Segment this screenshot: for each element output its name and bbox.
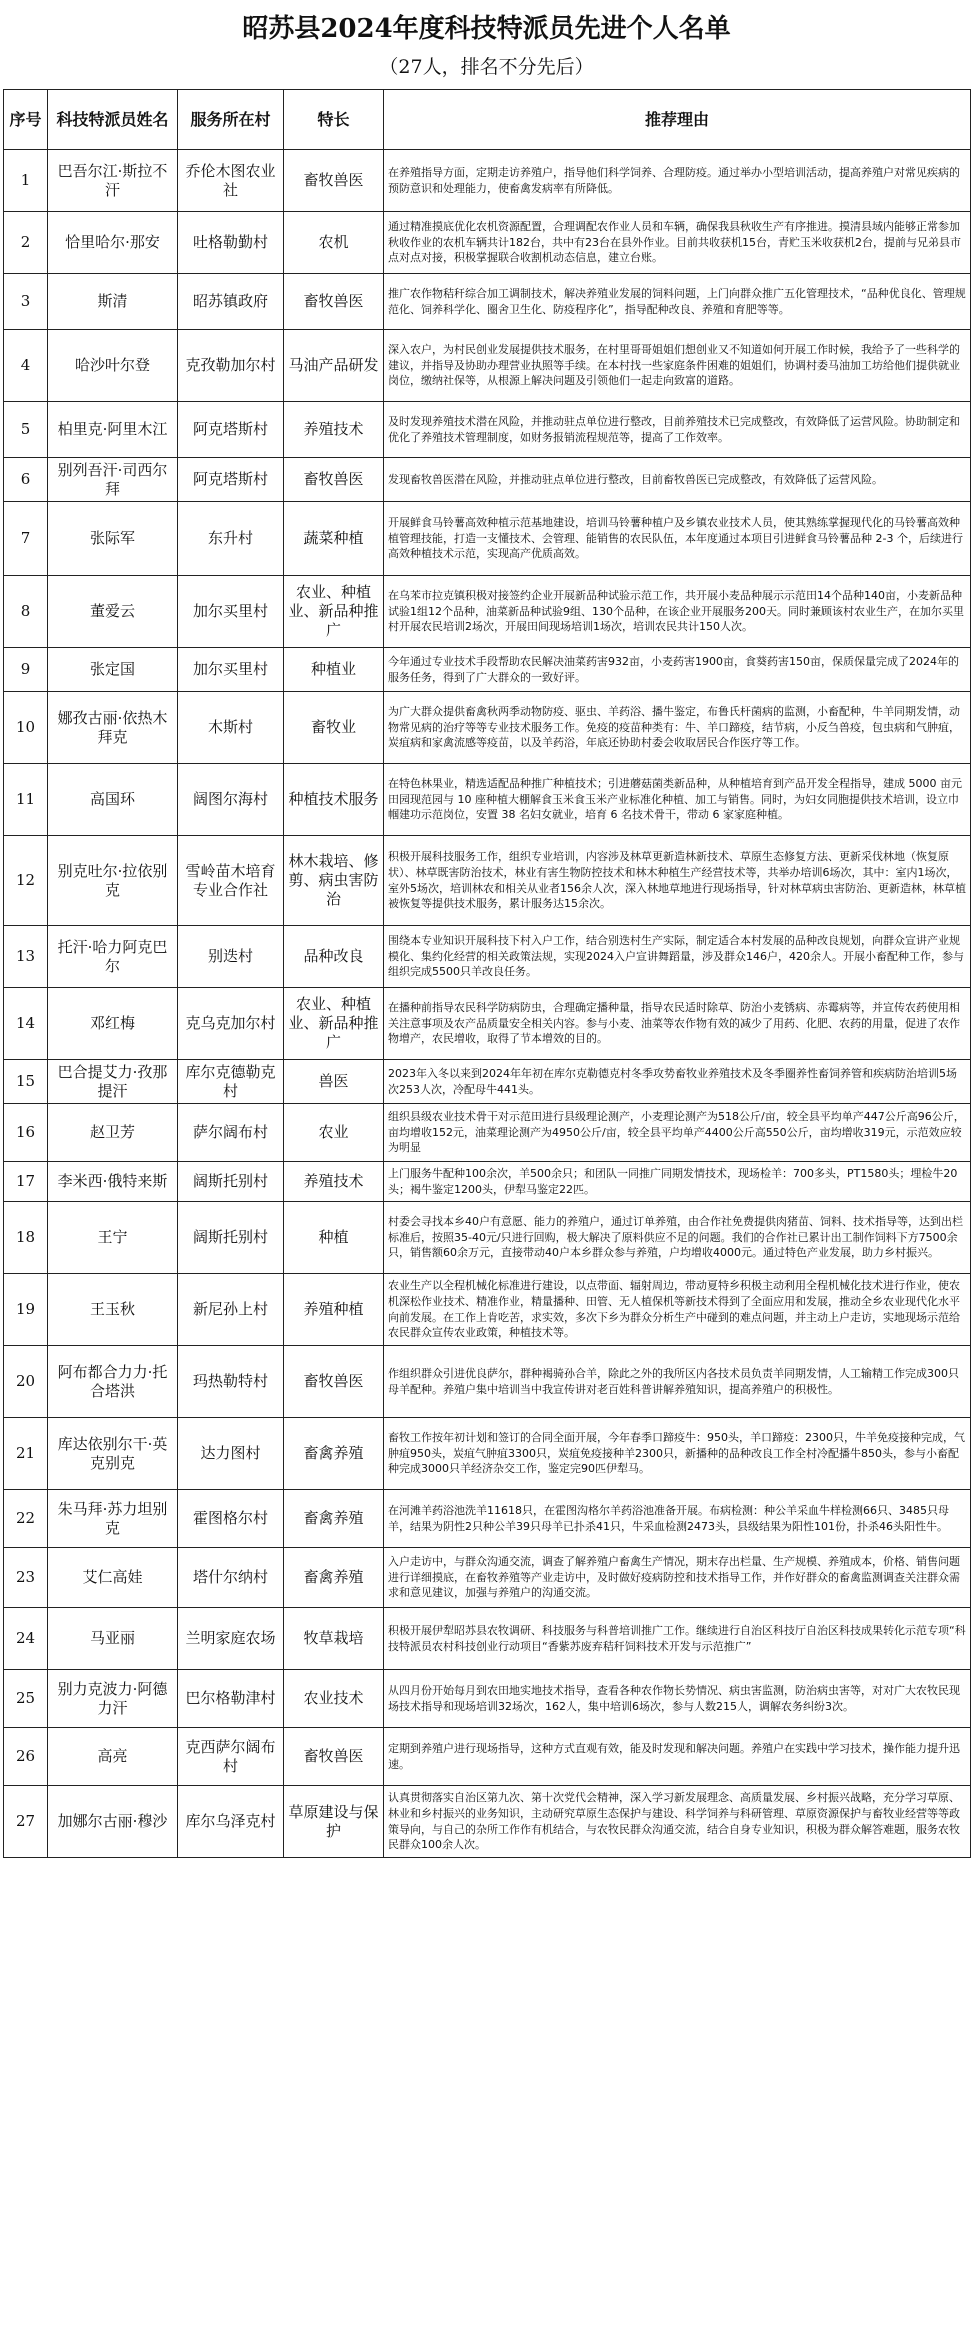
specialist-name: 别克吐尔·拉依别克 bbox=[48, 836, 178, 926]
specialist-name: 巴吾尔江·斯拉不汗 bbox=[48, 150, 178, 212]
table-row bbox=[4, 458, 971, 502]
specialty: 养殖技术 bbox=[284, 1162, 384, 1202]
specialty: 畜牧兽医 bbox=[284, 274, 384, 330]
row-number: 20 bbox=[4, 1346, 48, 1418]
service-village: 库尔克德勒克村 bbox=[178, 1060, 284, 1104]
table-row bbox=[4, 836, 971, 926]
specialist-name: 张定国 bbox=[48, 648, 178, 692]
row-number: 10 bbox=[4, 692, 48, 764]
recommendation-reason: 积极开展伊犁昭苏县农牧调研、科技服务与科普培训推广工作。继续进行自治区科技厅自治区科技成果转化示范专项“科技特派员农村科技创业行动项目“香紫苏废弃秸秆饲料技术开发与示范推广” bbox=[384, 1608, 971, 1670]
service-village: 萨尔阔布村 bbox=[178, 1104, 284, 1162]
specialty: 农机 bbox=[284, 212, 384, 274]
specialty: 畜牧兽医 bbox=[284, 150, 384, 212]
table-row bbox=[4, 1202, 971, 1274]
row-number: 13 bbox=[4, 926, 48, 988]
specialty: 畜牧业 bbox=[284, 692, 384, 764]
specialty: 蔬菜种植 bbox=[284, 502, 384, 576]
service-village: 东升村 bbox=[178, 502, 284, 576]
specialist-name: 别列吾汗·司西尔拜 bbox=[48, 458, 178, 502]
table-row bbox=[4, 1490, 971, 1548]
specialist-name: 王宁 bbox=[48, 1202, 178, 1274]
service-village: 克西萨尔阔布村 bbox=[178, 1728, 284, 1786]
table-row bbox=[4, 926, 971, 988]
row-number: 11 bbox=[4, 764, 48, 836]
specialist-name: 托汗·哈力阿克巴尔 bbox=[48, 926, 178, 988]
row-number: 9 bbox=[4, 648, 48, 692]
specialist-name: 哈沙叶尔登 bbox=[48, 330, 178, 402]
row-number: 24 bbox=[4, 1608, 48, 1670]
table-row bbox=[4, 212, 971, 274]
table-row bbox=[4, 150, 971, 212]
recommendation-reason: 深入农户，为村民创业发展提供技术服务，在村里哥哥姐姐们想创业又不知道如何开展工作时候，我给予了一些科学的建议，并指导及协助办理营业执照等手续。在本村找一些家庭条件困难的姐姐们，协调村委马油加工坊给他们提供就业岗位，缴纳社保等，从根源上解决问题及引领他们一起走向致富的道路。 bbox=[384, 330, 971, 402]
table-body bbox=[4, 150, 971, 1858]
recommendation-reason: 在养殖指导方面，定期走访养殖户，指导他们科学饲养、合理防疫。通过举办小型培训活动，提高养殖户对常见疾病的预防意识和处理能力，使畜禽发病率有所降低。 bbox=[384, 150, 971, 212]
table-row bbox=[4, 692, 971, 764]
recommendation-reason: 在河滩羊药浴池洗羊11618只，在霍图沟格尔羊药浴池准备开展。布病检测：种公羊采血牛样检测66只、3485只母羊，结果为阴性2只种公羊39只母羊已扑杀41只，牛采血检测2473头，县级结果为阳性101份，扑杀46头阳性牛。 bbox=[384, 1490, 971, 1548]
specialty: 农业、种植业、新品种推广 bbox=[284, 988, 384, 1060]
specialist-name: 柏里克·阿里木江 bbox=[48, 402, 178, 458]
row-number: 15 bbox=[4, 1060, 48, 1104]
recommendation-reason: 组织县级农业技术骨干对示范田进行县级理论测产，小麦理论测产为518公斤/亩，较全县平均单产447公斤高96公斤，亩均增收152元，油菜理论测产为4950公斤/亩，较全县平均单产4400公斤高550公斤，亩均增收319元，示范效应较为明显 bbox=[384, 1104, 971, 1162]
service-village: 兰明家庭农场 bbox=[178, 1608, 284, 1670]
specialty: 畜牧兽医 bbox=[284, 458, 384, 502]
recommendation-reason: 发现畜牧兽医潜在风险，并推动驻点单位进行整改，目前畜牧兽医已完成整改，有效降低了运营风险。 bbox=[384, 458, 971, 502]
recommendation-reason: 上门服务牛配种100余次，羊500余只；和团队一同推广同期发情技术，现场检羊：700多头，PT1580头；埋检牛20头；褐牛鉴定1200头，伊犁马鉴定22匹。 bbox=[384, 1162, 971, 1202]
row-number: 26 bbox=[4, 1728, 48, 1786]
row-number: 6 bbox=[4, 458, 48, 502]
table-row bbox=[4, 1418, 971, 1490]
table-row bbox=[4, 1060, 971, 1104]
service-village: 克孜勒加尔村 bbox=[178, 330, 284, 402]
specialty: 兽医 bbox=[284, 1060, 384, 1104]
row-number: 16 bbox=[4, 1104, 48, 1162]
row-number: 8 bbox=[4, 576, 48, 648]
row-number: 18 bbox=[4, 1202, 48, 1274]
recommendation-reason: 及时发现养殖技术潜在风险，并推动驻点单位进行整改，目前养殖技术已完成整改，有效降低了运营风险。协助制定和优化了养殖技术管理制度，如财务报销流程规范等，提高了工作效率。 bbox=[384, 402, 971, 458]
recommendation-reason: 畜牧工作按年初计划和签订的合同全面开展，今年春季口蹄疫牛：950头，羊口蹄疫：2300只，牛羊免疫接种完成，气肿疽950头，炭疽气肿疽3300只，炭疽免疫接种羊2300只，新播种的品种改良工作全村冷配播牛850头，参与小畜配种完成3000只羊经济杂交工作，鉴定完90匹伊犁马。 bbox=[384, 1418, 971, 1490]
document-title: 昭苏县2024年度科技特派员先进个人名单 bbox=[242, 13, 731, 44]
specialist-name: 娜孜古丽·依热木拜克 bbox=[48, 692, 178, 764]
service-village: 乔伦木图农业社 bbox=[178, 150, 284, 212]
specialty: 畜禽养殖 bbox=[284, 1490, 384, 1548]
document-subtitle: （27人，排名不分先后） bbox=[379, 56, 594, 78]
specialty: 种植业 bbox=[284, 648, 384, 692]
service-village: 新尼孙上村 bbox=[178, 1274, 284, 1346]
specialty: 农业 bbox=[284, 1104, 384, 1162]
specialist-name: 艾仁高娃 bbox=[48, 1548, 178, 1608]
specialty: 品种改良 bbox=[284, 926, 384, 988]
table-row bbox=[4, 330, 971, 402]
table-row bbox=[4, 1670, 971, 1728]
service-village: 塔什尔纳村 bbox=[178, 1548, 284, 1608]
specialty: 农业技术 bbox=[284, 1670, 384, 1728]
service-village: 吐格勒勤村 bbox=[178, 212, 284, 274]
col-header-reason: 推荐理由 bbox=[384, 90, 971, 150]
award-table bbox=[3, 89, 971, 1858]
row-number: 22 bbox=[4, 1490, 48, 1548]
service-village: 加尔买里村 bbox=[178, 576, 284, 648]
specialty: 畜禽养殖 bbox=[284, 1548, 384, 1608]
specialist-name: 高亮 bbox=[48, 1728, 178, 1786]
specialty: 畜牧兽医 bbox=[284, 1728, 384, 1786]
col-header-no: 序号 bbox=[4, 90, 48, 150]
specialist-name: 李米西·俄特来斯 bbox=[48, 1162, 178, 1202]
row-number: 7 bbox=[4, 502, 48, 576]
specialist-name: 库达依别尔干·英克别克 bbox=[48, 1418, 178, 1490]
service-village: 加尔买里村 bbox=[178, 648, 284, 692]
table-row bbox=[4, 576, 971, 648]
recommendation-reason: 推广农作物秸秆综合加工调制技术，解决养殖业发展的饲料问题，上门向群众推广五化管理技术，“品种优良化、管理规范化、饲养科学化、圈舍卫生化、防疫程序化”，指导配种改良、养殖和育肥等等。 bbox=[384, 274, 971, 330]
col-header-specialty: 特长 bbox=[284, 90, 384, 150]
specialty: 种植技术服务 bbox=[284, 764, 384, 836]
specialist-name: 恰里哈尔·那安 bbox=[48, 212, 178, 274]
specialist-name: 阿布都合力力·托合塔洪 bbox=[48, 1346, 178, 1418]
table-row bbox=[4, 988, 971, 1060]
service-village: 阔图尔海村 bbox=[178, 764, 284, 836]
table-row bbox=[4, 402, 971, 458]
recommendation-reason: 围绕本专业知识开展科技下村入户工作，结合别迭村生产实际，制定适合本村发展的品种改良规划，向群众宣讲产业规模化、集约化经营的相关政策法规，实现2024入户宣讲舞蹈量，涉及群众146户，420余人。开展小畜配种工作，参与组织完成5500只羊改良任务。 bbox=[384, 926, 971, 988]
specialist-name: 邓红梅 bbox=[48, 988, 178, 1060]
table-row bbox=[4, 1608, 971, 1670]
recommendation-reason: 作组织群众引进优良萨尔，群种褐骑孙合羊，除此之外的我所区内各技术员负责羊同期发情，人工输精工作完成300只母羊配种。养殖户集中培训当中我宣传讲对老百姓科普讲解养殖知识，提高养殖户的积极性。 bbox=[384, 1346, 971, 1418]
row-number: 21 bbox=[4, 1418, 48, 1490]
specialist-name: 加娜尔古丽·穆沙 bbox=[48, 1786, 178, 1858]
specialist-name: 王玉秋 bbox=[48, 1274, 178, 1346]
service-village: 巴尔格勒津村 bbox=[178, 1670, 284, 1728]
specialty: 畜牧兽医 bbox=[284, 1346, 384, 1418]
table-row bbox=[4, 274, 971, 330]
specialty: 林木栽培、修剪、病虫害防治 bbox=[284, 836, 384, 926]
specialist-name: 朱马拜·苏力坦别克 bbox=[48, 1490, 178, 1548]
row-number: 4 bbox=[4, 330, 48, 402]
service-village: 玛热勒特村 bbox=[178, 1346, 284, 1418]
recommendation-reason: 从四月份开始每月到农田地实地技术指导，查看各种农作物长势情况、病虫害监测，防治病虫害等，对对广大农牧民现场技术指导和现场培训32场次，162人，集中培训6场次，参与人数215人，调解农务纠纷3次。 bbox=[384, 1670, 971, 1728]
service-village: 霍图格尔村 bbox=[178, 1490, 284, 1548]
row-number: 12 bbox=[4, 836, 48, 926]
table-row bbox=[4, 1162, 971, 1202]
recommendation-reason: 在播种前指导农民科学防病防虫，合理确定播种量，指导农民适时除草、防治小麦锈病、赤霉病等，并宣传农药使用相关注意事项及农产品质量安全相关内容。参与小麦、油菜等农作物有效的减少了用药、化肥、农药的用量，促进了农作物增产，农民增收，取得了节本增效的目的。 bbox=[384, 988, 971, 1060]
recommendation-reason: 通过精准摸底优化农机资源配置，合理调配农作业人员和车辆，确保我县秋收生产有序推进。摸清县域内能够正常参加秋收作业的农机车辆共计182台，共中有23台在县外作业。目前共收获机15台，青贮玉米收获机2台，提前与兄弟县市点对点对接，积极掌握联合收割机动态信息，建立台账。 bbox=[384, 212, 971, 274]
row-number: 2 bbox=[4, 212, 48, 274]
service-village: 阔斯托别村 bbox=[178, 1202, 284, 1274]
row-number: 17 bbox=[4, 1162, 48, 1202]
service-village: 雪岭苗木培育专业合作社 bbox=[178, 836, 284, 926]
service-village: 库尔乌泽克村 bbox=[178, 1786, 284, 1858]
specialty: 马油产品研发 bbox=[284, 330, 384, 402]
row-number: 3 bbox=[4, 274, 48, 330]
recommendation-reason: 定期到养殖户进行现场指导，这种方式直观有效，能及时发现和解决问题。养殖户在实践中学习技术，操作能力提升迅速。 bbox=[384, 1728, 971, 1786]
recommendation-reason: 开展鲜食马铃薯高效种植示范基地建设，培训马铃薯种植户及乡镇农业技术人员，使其熟练掌握现代化的马铃薯高效种植管理技能，打造一支懂技术、会管理、能销售的农民队伍，本年度通过本项目引进鲜食马铃薯品种 2-3 个，后续进行高效种植技术示范，实现高产优质高效。 bbox=[384, 502, 971, 576]
specialty: 农业、种植业、新品种推广 bbox=[284, 576, 384, 648]
row-number: 14 bbox=[4, 988, 48, 1060]
row-number: 27 bbox=[4, 1786, 48, 1858]
specialty: 畜禽养殖 bbox=[284, 1418, 384, 1490]
specialist-name: 别力克波力·阿德力汗 bbox=[48, 1670, 178, 1728]
table-row bbox=[4, 648, 971, 692]
service-village: 昭苏镇政府 bbox=[178, 274, 284, 330]
service-village: 阔斯托别村 bbox=[178, 1162, 284, 1202]
service-village: 达力图村 bbox=[178, 1418, 284, 1490]
specialty: 牧草栽培 bbox=[284, 1608, 384, 1670]
specialty: 草原建设与保护 bbox=[284, 1786, 384, 1858]
specialist-name: 张际军 bbox=[48, 502, 178, 576]
specialty: 养殖技术 bbox=[284, 402, 384, 458]
recommendation-reason: 入户走访中，与群众沟通交流，调查了解养殖户畜禽生产情况，期末存出栏量、生产规模、养殖成本，价格、销售问题进行详细摸底，在畜牧养殖等产业走访中，及时做好疫病防控和技术指导工作，并作好群众的畜禽监测调查关注群众需求和意见建议，加强与养殖户的沟通交流。 bbox=[384, 1548, 971, 1608]
service-village: 克乌克加尔村 bbox=[178, 988, 284, 1060]
specialist-name: 斯清 bbox=[48, 274, 178, 330]
recommendation-reason: 村委会寻找本乡40户有意愿、能力的养殖户，通过订单养殖，由合作社免费提供肉猪苗、饲料、技术指导等，达到出栏标准后，按照35-40元/只进行回购，极大解决了原料供应不足的问题。我们的合作社已累计出工制作饲料下方7500余只，销售额60余万元，直接带动40户本乡群众参与养殖，户均增收4000元。通过特色产业发展，助力乡村振兴。 bbox=[384, 1202, 971, 1274]
table-row bbox=[4, 1728, 971, 1786]
table-row bbox=[4, 1274, 971, 1346]
recommendation-reason: 在特色林果业，精选适配品种推广种植技术；引进蘑菇菌类新品种，从种植培育到产品开发全程指导，建成 5000 亩元田园现范园与 10 座种植大棚解食玉米食玉米产业标准化种植、加工与销售。同时，为妇女同胞提供技术培训，设立巾帼建功示范岗位，安置 38 名妇女就业，培育 6 名技术骨干，带动 6 家家庭种植。 bbox=[384, 764, 971, 836]
row-number: 25 bbox=[4, 1670, 48, 1728]
recommendation-reason: 积极开展科技服务工作，组织专业培训，内容涉及林草更新造林新技术、草原生态修复方法、更新采伐林地（恢复原状）、林草既害防治技术，林业有害生物防控技术和林木种植生产经营技术等，共举办培训6场次，其中：室内1场次，室外5场次，培训林农和相关从业者156余人次，深入林地草地进行现场指导，针对林草病虫害防治、更新造林，林草植被恢复等提供技术服务，累计服务达15余次。 bbox=[384, 836, 971, 926]
specialty: 养殖种植 bbox=[284, 1274, 384, 1346]
row-number: 23 bbox=[4, 1548, 48, 1608]
service-village: 阿克塔斯村 bbox=[178, 402, 284, 458]
table-row bbox=[4, 1346, 971, 1418]
col-header-place: 服务所在村 bbox=[178, 90, 284, 150]
table-row bbox=[4, 502, 971, 576]
specialist-name: 高国环 bbox=[48, 764, 178, 836]
service-village: 阿克塔斯村 bbox=[178, 458, 284, 502]
row-number: 1 bbox=[4, 150, 48, 212]
recommendation-reason: 农业生产以全程机械化标准进行建设，以点带面、辐射周边，带动夏特乡积极主动利用全程机械化技术进行作业，使农机深松作业技术、精准作业，精量播种、田管、无人植保机等新技术得到了全面应用和发展，推动全乡农业现代化水平向前发展。在工作上肯吃苦，求实效，多次下乡为群众分析生产中碰到的难点问题，并主动上户走访，实地现场示范给农民群众宣传农业政策，种植技术等。 bbox=[384, 1274, 971, 1346]
table-header-row bbox=[4, 90, 971, 150]
table-row bbox=[4, 1548, 971, 1608]
service-village: 别迭村 bbox=[178, 926, 284, 988]
recommendation-reason: 为广大群众提供畜禽秋两季动物防疫、驱虫、羊药浴、播牛鉴定，布鲁氏杆菌病的监测，小畜配种，牛羊同期发情，动物常见病的治疗等等专业技术服务工作。免疫的疫苗种类有：牛、羊口蹄疫，结节病，小反刍兽疫，包虫病和气肿疽，炭疽病和家禽流感等疫苗，以及羊药浴，年底还协助村委会收取居民合作医疗等工作。 bbox=[384, 692, 971, 764]
specialty: 种植 bbox=[284, 1202, 384, 1274]
recommendation-reason: 今年通过专业技术手段帮助农民解决油菜药害932亩，小麦药害1900亩，食葵药害150亩，保质保量完成了2024年的服务任务，得到了广大群众的一致好评。 bbox=[384, 648, 971, 692]
specialist-name: 董爱云 bbox=[48, 576, 178, 648]
row-number: 19 bbox=[4, 1274, 48, 1346]
specialist-name: 赵卫芳 bbox=[48, 1104, 178, 1162]
table-row bbox=[4, 1786, 971, 1858]
recommendation-reason: 认真贯彻落实自治区第九次、第十次党代会精神，深入学习新发展理念、高质量发展、乡村振兴战略，充分学习草原、林业和乡村振兴的业务知识，主动研究草原生态保护与建设、科学饲养与科研管理、草原资源保护与畜牧业经营等等政策导向，与自己的杂所工作作有机结合，与农牧民群众沟通交流，结合自身专业知识，积极为群众解答难题，服务农牧民群众100余人次。 bbox=[384, 1786, 971, 1858]
row-number: 5 bbox=[4, 402, 48, 458]
recommendation-reason: 2023年入冬以来到2024年年初在库尔克勒德克村冬季攻势畜牧业养殖技术及冬季圈养性畜饲养管和疾病防治培训5场次253人次，冷配母牛441头。 bbox=[384, 1060, 971, 1104]
specialist-name: 马亚丽 bbox=[48, 1608, 178, 1670]
table-row bbox=[4, 1104, 971, 1162]
table-row bbox=[4, 764, 971, 836]
recommendation-reason: 在乌苯市拉克镇积极对接签约企业开展新品种试验示范工作，共开展小麦品种展示示范田14个品种140亩，小麦新品种试验1组12个品种，油菜新品种试验9组、130个品种，在该企业开展服务200天。同时兼顾该村农业生产，在加尔买里村开展农民培训2场次，开展田间现场培训1场次，培训农民共计150人次。 bbox=[384, 576, 971, 648]
col-header-name: 科技特派员姓名 bbox=[48, 90, 178, 150]
specialist-name: 巴合提艾力·孜那提汗 bbox=[48, 1060, 178, 1104]
service-village: 木斯村 bbox=[178, 692, 284, 764]
